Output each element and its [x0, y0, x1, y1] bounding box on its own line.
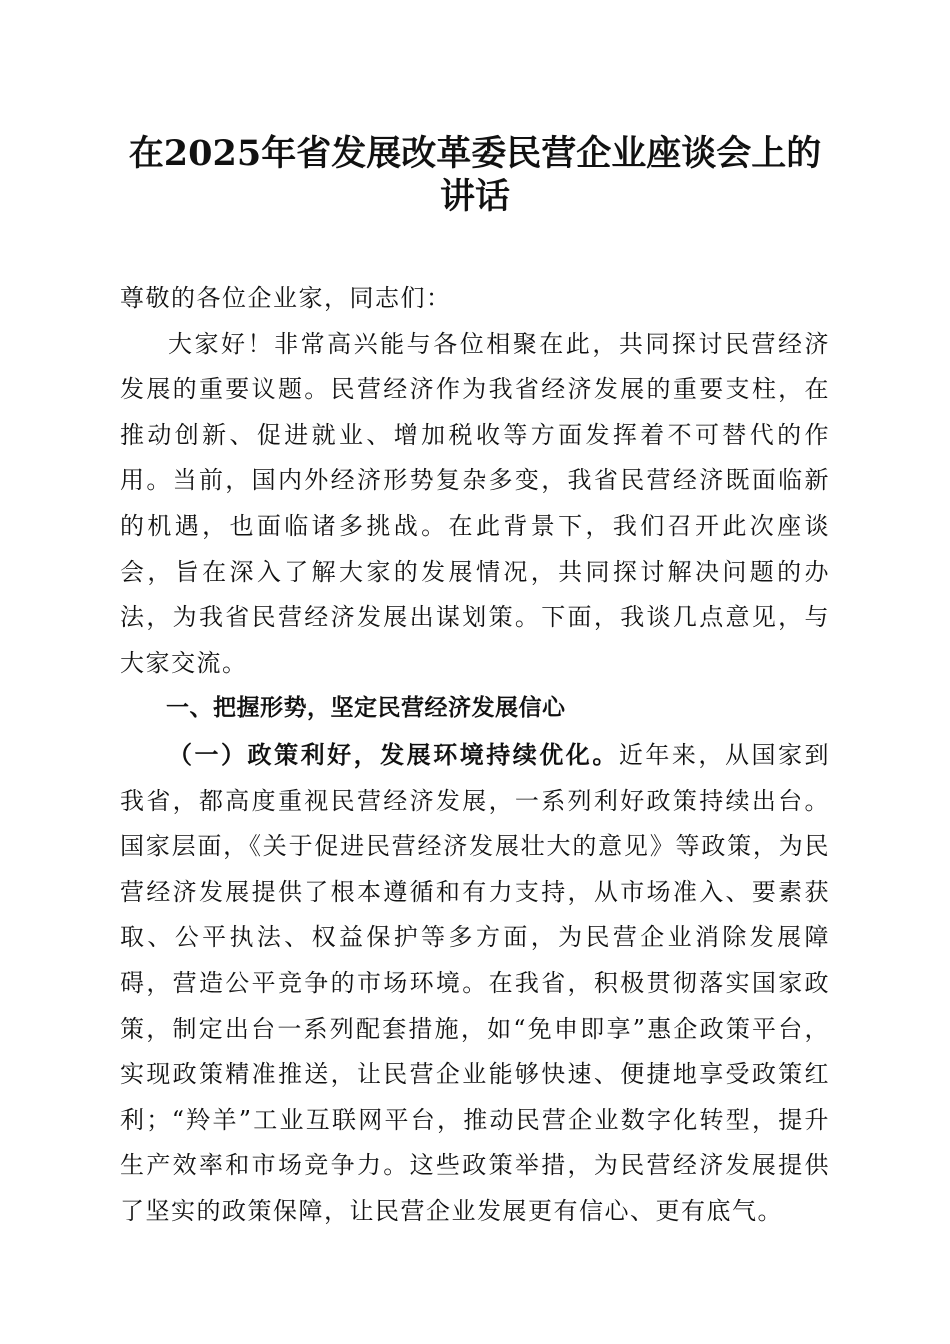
document-body	[120, 276, 830, 1234]
subsection-1-body: 近年来，从国家到我省，都高度重视民营经济发展，一系列利好政策持续出台。国家层面，《关于促进民营经济发展壮大的意见》等政策，为民营经济发展提供了根本遵循和有力支持，从市场准入、要素获取、公平执法、权益保护等多方面，为民营企业消除发展障碍，营造公平竞争的市场环境。在我省，积极贯彻落实国家政策，制定出台一系列配套措施，如“免申即享”惠企政策平台，实现政策精准推送，让民营企业能够快速、便捷地享受政策红利；“羚羊”工业互联网平台，推动民营企业数字化转型，提升生产效率和市场竞争力。这些政策举措，为民营经济发展提供了坚实的政策保障，让民营企业发展更有信心、更有底气。	[120, 740, 831, 1225]
section-1-heading: 一、把握形势，坚定民营经济发展信心	[166, 695, 566, 722]
subsection-1-paragraph	[120, 732, 830, 1235]
greeting: 尊敬的各位企业家，同志们：	[120, 284, 452, 312]
intro-paragraph: 大家好！非常高兴能与各位相聚在此，共同探讨民营经济发展的重要议题。民营经济作为我省经济发展的重要支柱，在推动创新、促进就业、增加税收等方面发挥着不可替代的作用。当前，国内外经济形势复杂多变，我省民营经济既面临新的机遇，也面临诸多挑战。在此背景下，我们召开此次座谈会，旨在深入了解大家的发展情况，共同探讨解决问题的办法，为我省民营经济发展出谋划策。下面，我谈几点意见，与大家交流。	[120, 329, 830, 677]
document-page	[120, 132, 830, 1234]
subsection-1-heading: （一）政策利好，发展环境持续优化。	[168, 739, 619, 769]
title-line-1: 在2025年省发展改革委民营企业座谈会上的	[128, 133, 822, 174]
document-title	[100, 132, 850, 218]
title-line-2: 讲话	[439, 176, 510, 217]
